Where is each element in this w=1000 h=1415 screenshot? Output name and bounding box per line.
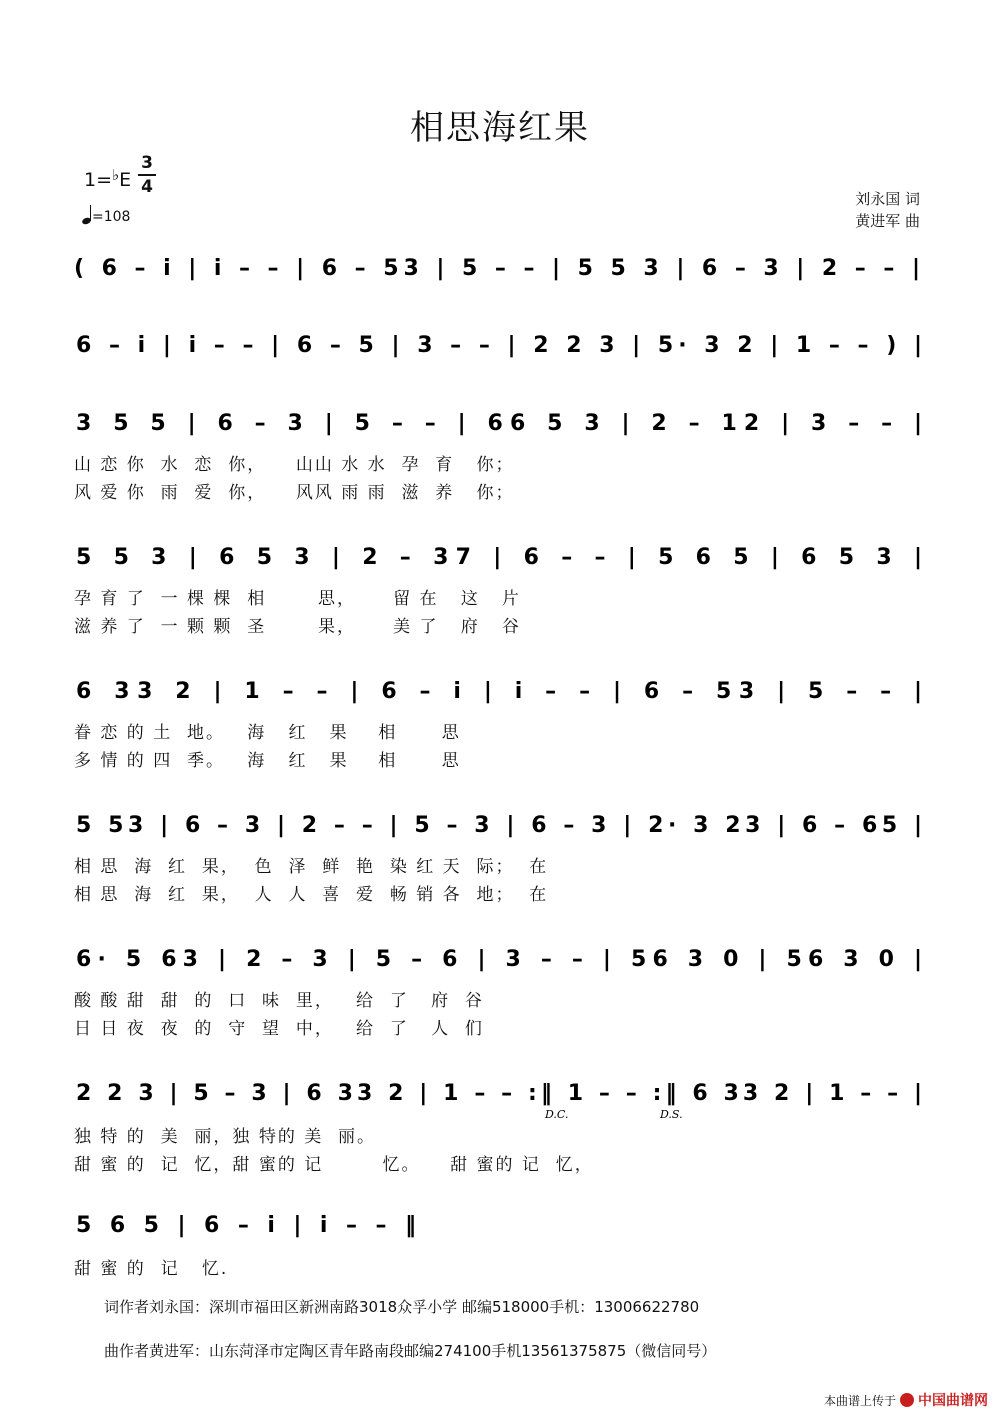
notation-row: 5 6 5 | 6 – i | i – – ‖: [76, 1213, 416, 1238]
lyric-line: 相 思 海 红 果， 人 人 喜 爱 畅 销 各 地； 在: [74, 885, 549, 905]
lyric-line: 甜 蜜 的 记 忆，甜 蜜的 记 忆。 甜 蜜的 记 忆，: [74, 1155, 594, 1175]
song-title: 相思海红果: [410, 108, 590, 148]
key-prefix: 1=: [84, 169, 113, 191]
time-signature-top: 3: [141, 153, 153, 173]
lyric-line: 山 恋 你 水 恋 你， 山山 水 水 孕 育 你；: [74, 455, 515, 475]
notation-row: 3 5 5 | 6 – 3 | 5 – – | 66 5 3 | 2 – 12 | 3 – – |: [76, 411, 922, 436]
time-signature-bottom: 4: [141, 176, 153, 197]
time-signature-line: [138, 174, 156, 176]
notation-row: ( 6 – i | i – – | 6 – 53 | 5 – – | 5 5 3 | 6 – 3 | 2 – – |: [74, 256, 920, 281]
notation-row: 6· 5 63 | 2 – 3 | 5 – 6 | 3 – – | 56 3 0 | 56 3 0 |: [76, 947, 922, 972]
lyric-line: 独 特 的 美 丽，独 特的 美 丽。: [74, 1127, 377, 1147]
tempo-marking: [82, 206, 130, 225]
lyric-line: 滋 养 了 一 颗 颗 圣 果， 美 了 府 谷: [74, 617, 521, 637]
lyricist-contact: 词作者刘永国：深圳市福田区新洲南路3018众孚小学 邮编518000手机：13006622780: [104, 1298, 700, 1316]
key-letter: E: [119, 169, 132, 191]
notation-row: 5 5 3 | 6 5 3 | 2 – 37 | 6 – – | 5 6 5 | 6 5 3 |: [76, 545, 923, 570]
lyric-line: 酸 酸 甜 甜 的 口 味 里， 给 了 府 谷: [74, 991, 484, 1011]
notation-row: 6 33 2 | 1 – – | 6 – i | i – – | 6 – 53 | 5 – – |: [76, 679, 922, 704]
notation-row: 5 53 | 6 – 3 | 2 – – | 5 – 3 | 6 – 3 | 2· 3 23 | 6 – 65 |: [76, 813, 923, 838]
notation-row: 6 – i | i – – | 6 – 5 | 3 – – | 2 2 3 | 5· 3 2 | 1 – – ) |: [76, 333, 922, 358]
key-signature: [84, 166, 131, 191]
repeat-mark: D.C.: [545, 1108, 569, 1121]
lyric-line: 多 情 的 四 季。 海 红 果 相 思: [74, 751, 461, 771]
footer-site: 中国曲谱网: [918, 1393, 988, 1409]
lyric-line: 甜 蜜 的 记 忆.: [74, 1259, 229, 1279]
composer-credit: 黄进军 曲: [855, 212, 920, 230]
tempo-value: =108: [92, 209, 131, 225]
lyricist-credit: 刘永国 词: [855, 190, 920, 208]
composer-contact: 曲作者黄进军：山东菏泽市定陶区青年路南段邮编274100手机13561375875（微信同号）: [104, 1342, 717, 1360]
time-signature: [138, 153, 156, 197]
lyric-line: 眷 恋 的 土 地。 海 红 果 相 思: [74, 723, 461, 743]
quarter-note-icon: [82, 206, 92, 224]
flat-symbol: ♭: [112, 166, 120, 184]
lyric-line: 日 日 夜 夜 的 守 望 中， 给 了 人 们: [74, 1019, 484, 1039]
lyric-line: 孕 育 了 一 棵 棵 相 思， 留 在 这 片: [74, 589, 521, 609]
lyric-line: 风 爱 你 雨 爱 你， 风风 雨 雨 滋 养 你；: [74, 483, 515, 503]
footer-label: 本曲谱上传于: [823, 1393, 896, 1408]
site-logo-icon: [900, 1393, 914, 1407]
footer-credit: [824, 1390, 988, 1410]
notation-row: 2 2 3 | 5 – 3 | 6 33 2 | 1 – – :‖ 1 – – :‖ 6 33 2 | 1 – – |: [76, 1081, 923, 1106]
lyric-line: 相 思 海 红 果， 色 泽 鲜 艳 染 红 天 际； 在: [74, 857, 549, 877]
repeat-mark: D.S.: [660, 1108, 683, 1121]
